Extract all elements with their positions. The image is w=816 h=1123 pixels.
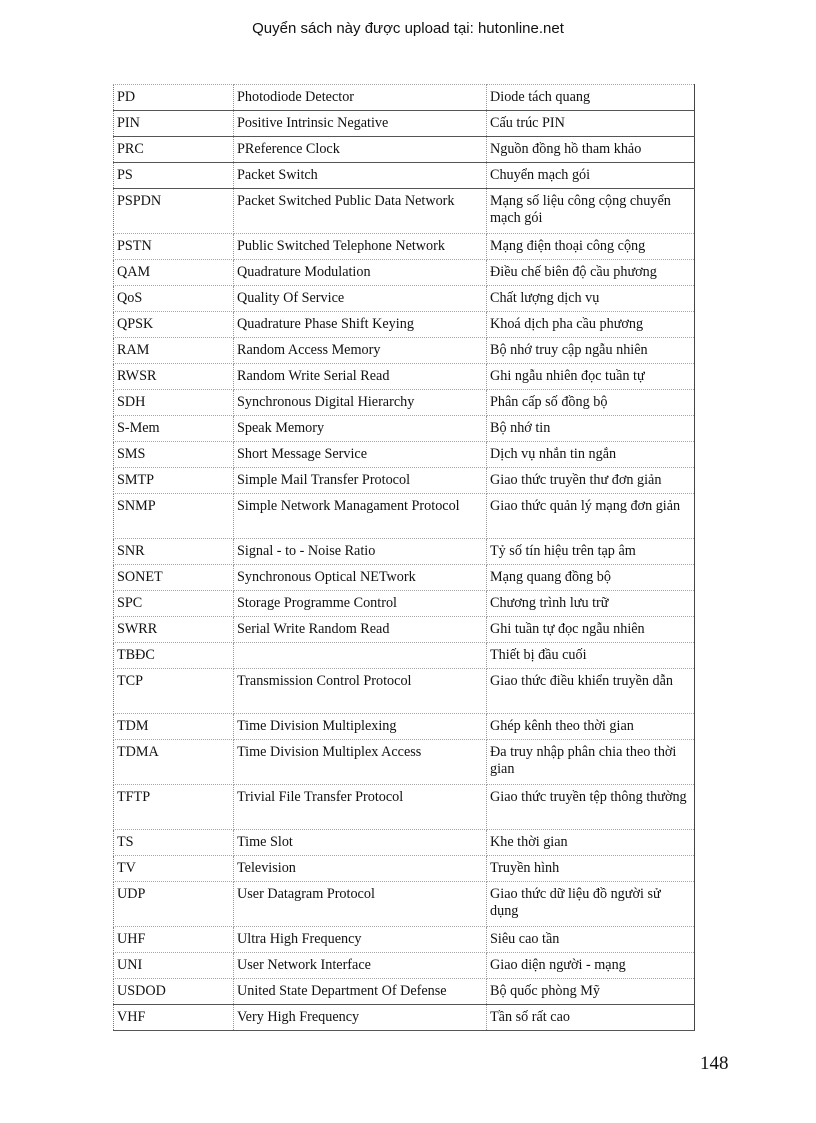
- english-term-cell: Random Write Serial Read: [234, 364, 487, 390]
- table-row: [114, 979, 695, 1005]
- vietnamese-term-cell: Ghi ngẫu nhiên đọc tuần tự: [487, 364, 695, 390]
- table-row: [114, 260, 695, 286]
- table-row: [114, 830, 695, 856]
- vietnamese-term-cell: Siêu cao tần: [487, 927, 695, 953]
- english-term-cell: Synchronous Optical NETwork: [234, 565, 487, 591]
- abbr-cell: SMS: [114, 442, 234, 468]
- vietnamese-term-cell: Tỷ số tín hiệu trên tạp âm: [487, 539, 695, 565]
- english-term-cell: Random Access Memory: [234, 338, 487, 364]
- vietnamese-term-cell: Giao thức truyền thư đơn giản: [487, 468, 695, 494]
- english-term-cell: Very High Frequency: [234, 1005, 487, 1031]
- table-row: [114, 442, 695, 468]
- vietnamese-term-cell: Giao thức truyền tệp thông thường: [487, 785, 695, 830]
- english-term-cell: Signal - to - Noise Ratio: [234, 539, 487, 565]
- table-row: [114, 785, 695, 830]
- english-term-cell: Ultra High Frequency: [234, 927, 487, 953]
- abbr-cell: SNR: [114, 539, 234, 565]
- vietnamese-term-cell: Chuyển mạch gói: [487, 163, 695, 189]
- table-row: [114, 286, 695, 312]
- vietnamese-term-cell: Phân cấp số đồng bộ: [487, 390, 695, 416]
- table-row: [114, 953, 695, 979]
- abbr-cell: TFTP: [114, 785, 234, 830]
- abbr-cell: QAM: [114, 260, 234, 286]
- vietnamese-term-cell: Chương trình lưu trữ: [487, 591, 695, 617]
- vietnamese-term-cell: Diode tách quang: [487, 85, 695, 111]
- abbr-cell: USDOD: [114, 979, 234, 1005]
- english-term-cell: Trivial File Transfer Protocol: [234, 785, 487, 830]
- abbr-cell: PS: [114, 163, 234, 189]
- english-term-cell: Simple Mail Transfer Protocol: [234, 468, 487, 494]
- vietnamese-term-cell: Ghi tuần tự đọc ngẫu nhiên: [487, 617, 695, 643]
- vietnamese-term-cell: Điều chế biên độ cầu phương: [487, 260, 695, 286]
- table-row: [114, 234, 695, 260]
- abbr-cell: PIN: [114, 111, 234, 137]
- vietnamese-term-cell: Bộ nhớ truy cập ngẫu nhiên: [487, 338, 695, 364]
- vietnamese-term-cell: Khoá dịch pha cầu phương: [487, 312, 695, 338]
- english-term-cell: Storage Programme Control: [234, 591, 487, 617]
- abbr-cell: PD: [114, 85, 234, 111]
- english-term-cell: Time Division Multiplexing: [234, 714, 487, 740]
- english-term-cell: Serial Write Random Read: [234, 617, 487, 643]
- vietnamese-term-cell: Giao thức quản lý mạng đơn giản: [487, 494, 695, 539]
- abbr-cell: SONET: [114, 565, 234, 591]
- table-row: [114, 416, 695, 442]
- english-term-cell: Short Message Service: [234, 442, 487, 468]
- table-row: [114, 669, 695, 714]
- table-row: [114, 856, 695, 882]
- table-row: [114, 338, 695, 364]
- english-term-cell: Photodiode Detector: [234, 85, 487, 111]
- abbr-cell: UDP: [114, 882, 234, 927]
- vietnamese-term-cell: Tần số rất cao: [487, 1005, 695, 1031]
- abbr-cell: TBĐC: [114, 643, 234, 669]
- abbr-cell: QPSK: [114, 312, 234, 338]
- abbr-cell: UHF: [114, 927, 234, 953]
- table-row: [114, 85, 695, 111]
- vietnamese-term-cell: Ghép kênh theo thời gian: [487, 714, 695, 740]
- abbr-cell: QoS: [114, 286, 234, 312]
- vietnamese-term-cell: Dịch vụ nhắn tin ngắn: [487, 442, 695, 468]
- abbreviation-table: [113, 84, 695, 1031]
- abbr-cell: TDM: [114, 714, 234, 740]
- abbr-cell: SDH: [114, 390, 234, 416]
- vietnamese-term-cell: Bộ quốc phòng Mỹ: [487, 979, 695, 1005]
- english-term-cell: Quadrature Modulation: [234, 260, 487, 286]
- table-row: [114, 591, 695, 617]
- vietnamese-term-cell: Giao thức dữ liệu đồ người sử dụng: [487, 882, 695, 927]
- page-header: Quyển sách này được upload tại: hutonline.net: [252, 20, 564, 37]
- table-row: [114, 312, 695, 338]
- table-row: [114, 643, 695, 669]
- abbr-cell: TDMA: [114, 740, 234, 785]
- table-row: [114, 539, 695, 565]
- vietnamese-term-cell: Thiết bị đầu cuối: [487, 643, 695, 669]
- english-term-cell: Public Switched Telephone Network: [234, 234, 487, 260]
- table-row: [114, 137, 695, 163]
- english-term-cell: Positive Intrinsic Negative: [234, 111, 487, 137]
- english-term-cell: PReference Clock: [234, 137, 487, 163]
- english-term-cell: Time Slot: [234, 830, 487, 856]
- english-term-cell: Simple Network Managament Protocol: [234, 494, 487, 539]
- page-number: 148: [700, 1053, 729, 1074]
- vietnamese-term-cell: Giao thức điều khiển truyền dẫn: [487, 669, 695, 714]
- vietnamese-term-cell: Nguồn đồng hồ tham khảo: [487, 137, 695, 163]
- table-row: [114, 390, 695, 416]
- english-term-cell: Synchronous Digital Hierarchy: [234, 390, 487, 416]
- english-term-cell: User Network Interface: [234, 953, 487, 979]
- english-term-cell: United State Department Of Defense: [234, 979, 487, 1005]
- english-term-cell: Television: [234, 856, 487, 882]
- vietnamese-term-cell: Giao diện người - mạng: [487, 953, 695, 979]
- english-term-cell: [234, 643, 487, 669]
- abbr-cell: PRC: [114, 137, 234, 163]
- abbr-cell: VHF: [114, 1005, 234, 1031]
- table-row: [114, 163, 695, 189]
- abbr-cell: SNMP: [114, 494, 234, 539]
- english-term-cell: User Datagram Protocol: [234, 882, 487, 927]
- abbr-cell: TS: [114, 830, 234, 856]
- english-term-cell: Transmission Control Protocol: [234, 669, 487, 714]
- table-row: [114, 468, 695, 494]
- abbr-cell: PSPDN: [114, 189, 234, 234]
- table-row: [114, 740, 695, 785]
- vietnamese-term-cell: Mạng điện thoại công cộng: [487, 234, 695, 260]
- table-row: [114, 565, 695, 591]
- english-term-cell: Time Division Multiplex Access: [234, 740, 487, 785]
- vietnamese-term-cell: Đa truy nhập phân chia theo thời gian: [487, 740, 695, 785]
- abbr-cell: SMTP: [114, 468, 234, 494]
- abbr-cell: RAM: [114, 338, 234, 364]
- english-term-cell: Packet Switch: [234, 163, 487, 189]
- abbr-cell: TV: [114, 856, 234, 882]
- table-row: [114, 927, 695, 953]
- english-term-cell: Quality Of Service: [234, 286, 487, 312]
- vietnamese-term-cell: Khe thời gian: [487, 830, 695, 856]
- abbr-cell: S-Mem: [114, 416, 234, 442]
- abbr-cell: RWSR: [114, 364, 234, 390]
- table-row: [114, 111, 695, 137]
- abbr-cell: UNI: [114, 953, 234, 979]
- table-row: [114, 189, 695, 234]
- vietnamese-term-cell: Truyền hình: [487, 856, 695, 882]
- table-row: [114, 1005, 695, 1031]
- abbr-cell: SWRR: [114, 617, 234, 643]
- vietnamese-term-cell: Chất lượng dịch vụ: [487, 286, 695, 312]
- vietnamese-term-cell: Mạng số liệu công cộng chuyển mạch gói: [487, 189, 695, 234]
- vietnamese-term-cell: Mạng quang đồng bộ: [487, 565, 695, 591]
- table-row: [114, 714, 695, 740]
- english-term-cell: Packet Switched Public Data Network: [234, 189, 487, 234]
- abbr-cell: SPC: [114, 591, 234, 617]
- vietnamese-term-cell: Cấu trúc PIN: [487, 111, 695, 137]
- abbr-cell: PSTN: [114, 234, 234, 260]
- vietnamese-term-cell: Bộ nhớ tin: [487, 416, 695, 442]
- table-row: [114, 617, 695, 643]
- table-row: [114, 882, 695, 927]
- table-row: [114, 494, 695, 539]
- english-term-cell: Quadrature Phase Shift Keying: [234, 312, 487, 338]
- english-term-cell: Speak Memory: [234, 416, 487, 442]
- abbr-cell: TCP: [114, 669, 234, 714]
- table-row: [114, 364, 695, 390]
